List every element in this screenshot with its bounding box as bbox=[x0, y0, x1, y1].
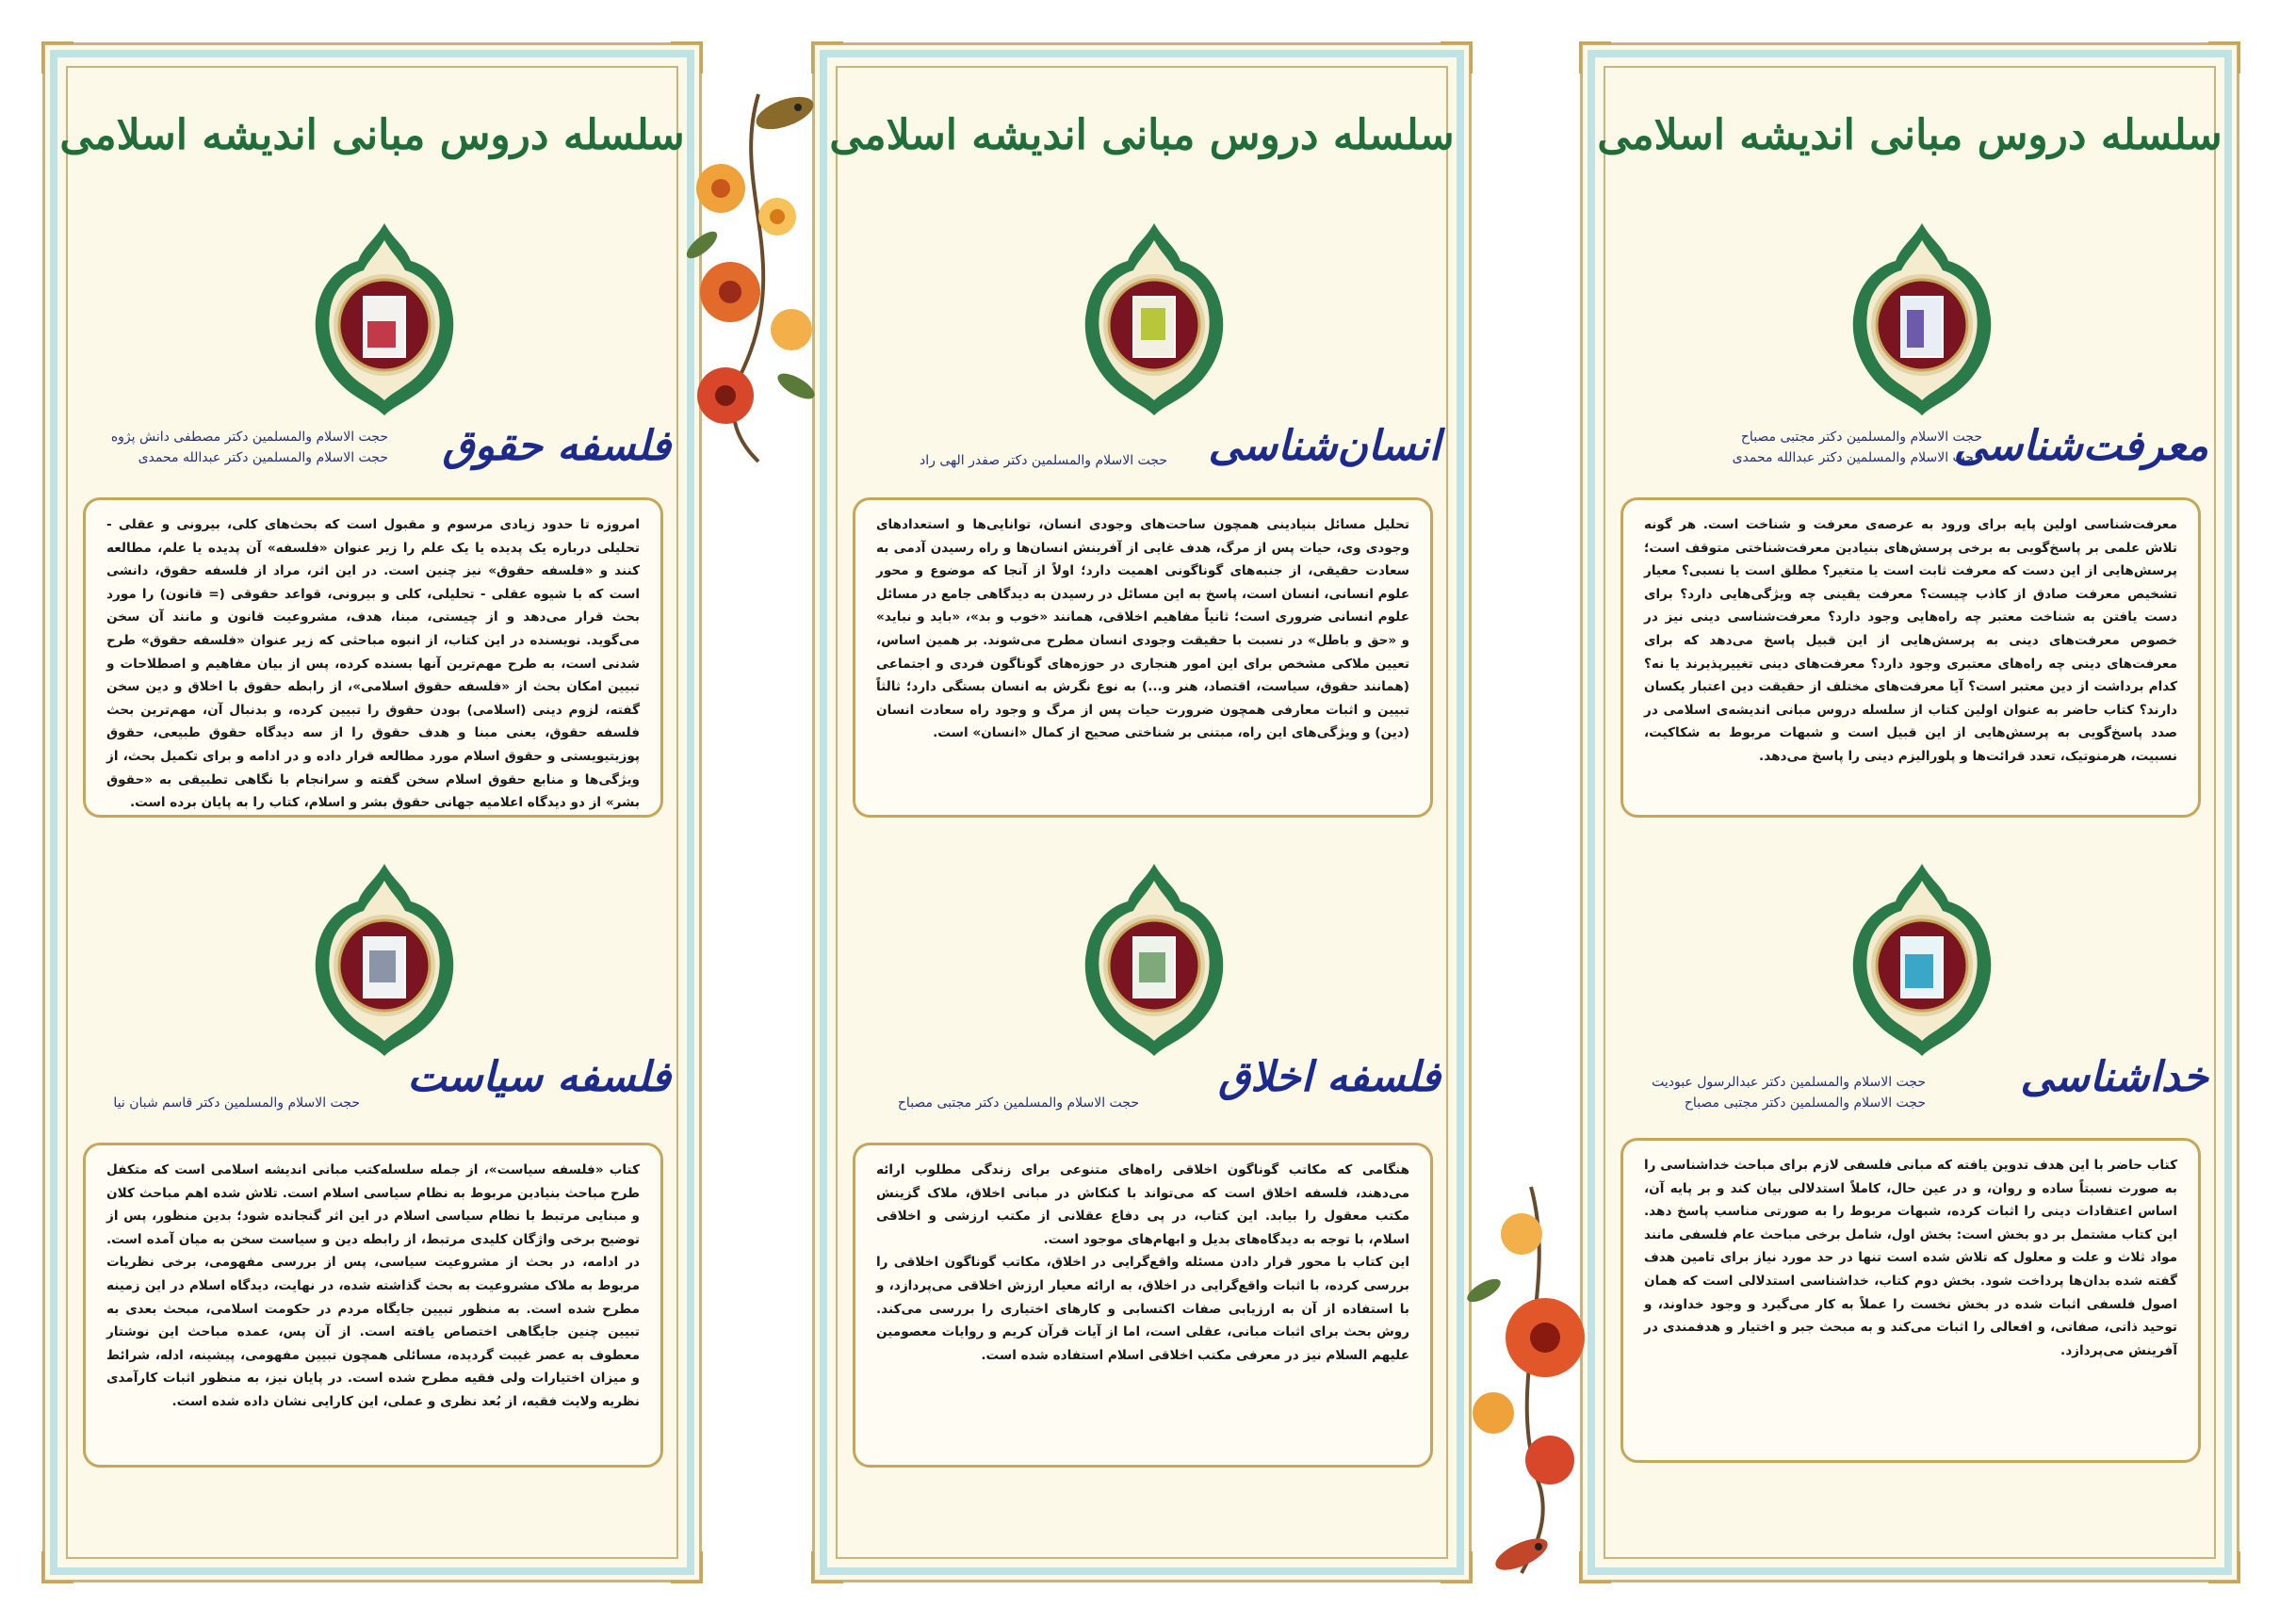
book-authors bbox=[111, 427, 388, 468]
book-description: کتاب «فلسفه سیاست»، از جمله سلسله‌کتب مبانی اندیشه اسلامی است که متکفل طرح مباحث بنیادین مربوط به نظام سیاسی اسلام است. تلاش شده اهم مباحث کلان و مبنایی مرتبط با نظام سیاسی اسلام در این اثر گنجانده شود؛ بدین منظور، پس از توضیح برخی واژگان کلیدی مرتبط، از رابطه دین و سیاست سخن به میان آمده است. در ادامه، در بحث از مشروعیت سیاسی، پس از بررسی مفهومی، برخی نظریات مربوط به ملاک مشروعیت به بحث گذاشته شده، در نهایت، دیدگاه اسلام در این زمینه مطرح شده است. به منظور تبیین جایگاه مردم در حکومت اسلامی، مبحث بعدی به تبیین چنین جایگاهی اختصاص یافته است. از آن پس، عمده مباحث این نوشتار معطوف به عصر غیبت گردیده، مسائلی همچون تبیین مفهومی، پیشینه، ادله، شرائط و میزان اختیارات ولی فقیه مطرح شده است. در پایان نیز، به منظور اثبات کارآمدی نظریه ولایت فقیه، از بُعد نظری و عملی، این کارایی نشان داده شده است. bbox=[83, 1143, 663, 1468]
book-description: کتاب حاضر با این هدف تدوین یافته که مبانی فلسفی لازم برای مباحث خداشناسی را به صورت نسبتاً ساده و روان، و در عین حال، کاملاً استدلالی بیان کند و بر پایه آن، اساس اعتقادات دینی را اثبات کرده، شبهات مربوط را به صورتی مناسب پاسخ دهد. این کتاب مشتمل بر دو بخش است: بخش اول، شامل برخی مباحث عام فلسفی مانند مواد ثلاث و علت و معلول که تلاش شده است تنها در حد مورد نیاز برای تامین هدف گفته شده بدان‌ها پرداخت شود. بخش دوم کتاب، خداشناسی استدلالی است که همان اصول فلسفی اثبات شده در بخش نخست را عملاً به کار می‌گیرد و وجود خداوند، و توحید ذاتی، صفاتی، و افعالی را اثبات می‌کند و به مبحث جبر و اختیار و هدفمندی در آفرینش می‌پردازد. bbox=[1620, 1138, 2201, 1463]
author-name: حجت الاسلام والمسلمین دکتر مجتبی مصباح bbox=[1740, 430, 1982, 445]
book-authors bbox=[1652, 1072, 1926, 1113]
book-title-anthropology: انسان‌شناسی bbox=[1208, 422, 1441, 470]
book-cover-medallion bbox=[1069, 219, 1239, 417]
book-description: معرفت‌شناسی اولین پایه برای ورود به عرصه‌ی معرفت و شناخت است. هر گونه تلاش علمی بر پاسخ‌گویی به برخی پرسش‌های بنیادین معرفت‌شناختی متوقف است؛ پرسش‌هایی از این دست که معرفت ثابت است یا متغیر؟ مطلق است یا نسبی؟ معیار تشخیص معرفت صادق از کاذب چیست؟ معرفت یقینی چه ویژگی‌هایی دارد؟ برای دست یافتن به شناخت معتبر چه راه‌هایی وجود دارد؟ معرفت‌شناسی دینی نیز در خصوص معرفت‌های دینی به پرسش‌هایی از این قبیل پاسخ می‌دهد که برای معرفت‌های دینی چه راه‌های معتبری وجود دارد؟ معرفت‌های دینی تغییرپذیرند یا نه؟ کدام برداشت از دین معتبر است؟ آیا معرفت‌های مختلف از حقیقت دین اعتبار یکسان دارند؟ کتاب حاضر به عنوان اولین کتاب از سلسله دروس مبانی اندیشه‌ی اسلامی در صدد پاسخ‌گویی به پرسش‌هایی از این قبیل است و شبهات مربوط به شکاکیت، نسبیت، هرمنوتیک، تعدد قرائت‌ها و پلورالیزم دینی را پاسخ می‌دهد. bbox=[1620, 497, 2201, 818]
author-name: حجت الاسلام والمسلمین دکتر صفدر الهی راد bbox=[920, 453, 1167, 468]
book-title-epistemology: معرفت‌شناسی bbox=[1953, 422, 2208, 470]
book-title-political-philosophy: فلسفه سیاست bbox=[407, 1053, 671, 1101]
book-cover-medallion bbox=[1837, 860, 2007, 1058]
book-cover-medallion bbox=[1069, 860, 1239, 1058]
book-description: تحلیل مسائل بنیادینی همچون ساحت‌های وجودی انسان، توانایی‌ها و استعدادهای وجودی وی، حیات پس از مرگ، هدف غایی از آفرینش انسان‌ها و راه رسیدن آدمی به سعادت حقیقی، از جنبه‌های گوناگونی اهمیت دارد؛ اولاً از آنجا که موضوع و محور علوم انسانی، انسان است، پاسخ به این مسائل در رسیدن به دیدگاهی جامع در مسائل علوم انسانی ضروری است؛ ثانیاً مفاهیم اخلاقی، همانند «خوب و بد»، «باید و نباید» و «حق و باطل» در نسبت با حقیقت وجودی انسان مطرح می‌شوند. بر همین اساس، تعیین ملاکی مشخص برای این امور هنجاری در حوزه‌های گوناگون فردی و اجتماعی (همانند حقوق، سیاست، اقتصاد، هنر و...) به نوع نگرش به انسان بستگی دارد؛ ثالثاً تبیین و اثبات معارفی همچون ضرورت حیات پس از مرگ و وجود راه سعادت انسان (دین) و ویژگی‌های این راه، مبتنی بر شناختی صحیح از کمال «انسان» است. bbox=[853, 497, 1433, 818]
book-cover-medallion bbox=[1837, 219, 2007, 417]
author-name: حجت الاسلام والمسلمین دکتر مجتبی مصباح bbox=[897, 1096, 1139, 1111]
panel-middle bbox=[812, 42, 1472, 1582]
book-authors bbox=[898, 1093, 1139, 1113]
book-description: امروزه تا حدود زیادی مرسوم و مقبول است که بحث‌های کلی، بیرونی و عقلی - تحلیلی درباره یک پدیده یا یک علم را زیر عنوان «فلسفه» آن پدیده یا علم، مطالعه کنند و «فلسفه حقوق» نیز چنین است. در این اثر، مراد از فلسفه حقوق، دانشی است که با شیوه عقلی - تحلیلی، کلی و بیرونی، قواعد حقوقی (= قانون) را مورد بحث قرار می‌دهد و از چیستی، مبنا، هدف، مشروعیت قانون و مانند آن سخن می‌گوید. نویسنده در این کتاب، از انبوه مباحثی که زیر عنوان «فلسفه حقوق» طرح شدنی است، به طرح مهم‌ترین آنها بسنده کرده، پس از بیان مفاهیم و اصطلاحات و تبیین امکان بحث از «فلسفه حقوق اسلامی»، از رابطه حقوق با اخلاق و دین سخن گفته، لزوم دینی (اسلامی) بودن حقوق را تبیین کرده، و بدنبال آن، مهم‌ترین بحث فلسفه حقوق، یعنی مبنا و هدف حقوق را از سه دیدگاه حقوق طبیعی، حقوق پوزیتیویستی و حقوق اسلام مورد مطالعه قرار داده و در ادامه و برای تکمیل بحث، از ویژگی‌ها و منابع حقوق اسلام سخن گفته و سرانجام با نگاهی تطبیقی به «حقوق بشر» از دو دیدگاه اعلامیه جهانی حقوق بشر و اسلام، کتاب را به پایان برده است. bbox=[83, 497, 663, 818]
book-authors bbox=[113, 1093, 360, 1113]
book-description: هنگامی که مکاتب گوناگون اخلاقی راه‌های متنوعی برای زندگی مطلوب ارائه می‌دهند، فلسفه اخلاق است که می‌تواند با کنکاش در مبانی اخلاق، ملاک گزینش مکتب معقول را بیابد. این کتاب، در پی دفاع عقلانی از مکتب ارزشی و اخلاقی اسلام، با توجه به دیدگاه‌های بدیل و ابهام‌های موجود است. این کتاب با محور قرار دادن مسئله واقع‌گرایی در اخلاق، مکاتب گوناگون اخلاقی را بررسی کرده، با اثبات واقع‌گرایی در اخلاق، به ارائه معیار ارزش اخلاقی می‌پردازد، و با استفاده از آن به ارزیابی صفات اکتسابی و کارهای اختیاری را بررسی می‌کند. روش بحث برای اثبات مبانی، عقلی است، اما از آیات قرآن کریم و روایات معصومین علیهم السلام نیز در معرفی مکتب اخلاقی اسلام استفاده شده است. bbox=[853, 1143, 1433, 1468]
series-title: سلسله دروس مبانی اندیشه اسلامی bbox=[829, 111, 1455, 159]
book-cover-medallion bbox=[300, 860, 469, 1058]
author-name: حجت الاسلام والمسلمین دکتر عبدالرسول عبودیت bbox=[1652, 1075, 1926, 1090]
author-name: حجت الاسلام والمسلمین دکتر عبدالله محمدی bbox=[1732, 450, 1982, 465]
author-name: حجت الاسلام والمسلمین دکتر عبدالله محمدی bbox=[138, 450, 388, 465]
series-title: سلسله دروس مبانی اندیشه اسلامی bbox=[1597, 111, 2223, 159]
book-authors bbox=[920, 450, 1167, 471]
author-name: حجت الاسلام والمسلمین دکتر مصطفی دانش پژوه bbox=[110, 430, 388, 445]
book-cover-medallion bbox=[300, 219, 469, 417]
book-authors bbox=[1733, 427, 1982, 468]
panel-left bbox=[42, 42, 702, 1582]
book-title-philosophy-of-law: فلسفه حقوق bbox=[442, 422, 671, 470]
series-title: سلسله دروس مبانی اندیشه اسلامی bbox=[59, 111, 685, 159]
book-title-ethics: فلسفه اخلاق bbox=[1218, 1053, 1441, 1101]
author-name: حجت الاسلام والمسلمین دکتر قاسم شبان نیا bbox=[113, 1096, 360, 1111]
author-name: حجت الاسلام والمسلمین دکتر مجتبی مصباح bbox=[1684, 1096, 1926, 1111]
book-title-theology: خداشناسی bbox=[2020, 1053, 2208, 1101]
panel-right bbox=[1580, 42, 2239, 1582]
